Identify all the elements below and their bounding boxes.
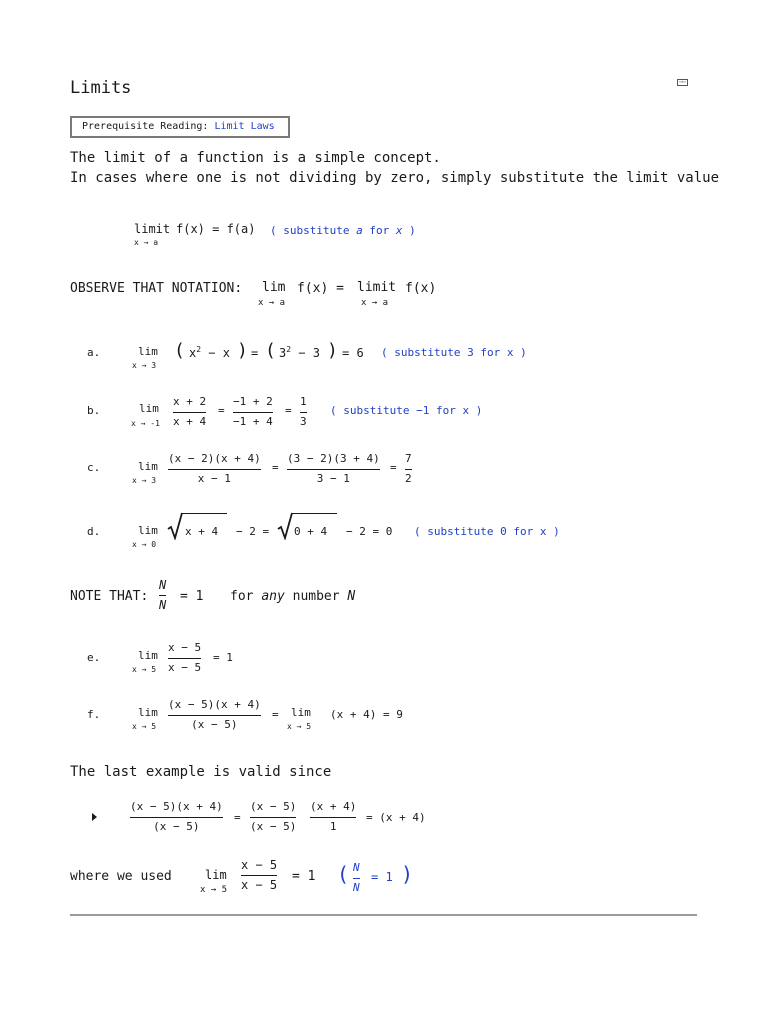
example-e-sub: x → 5 (132, 665, 157, 674)
example-a-rparen-2: ) (327, 340, 338, 361)
book-icon[interactable]: ▭▭ (677, 79, 688, 86)
def-expr: f(x) = f(a) (176, 222, 256, 236)
observe-lim1: lim (262, 280, 286, 295)
prerequisite-box (70, 116, 290, 138)
example-d-sub: x → 0 (132, 540, 157, 549)
example-f-sub-2: x → 5 (287, 722, 312, 731)
note-that-frac: N N (159, 578, 167, 612)
expand-triangle-icon[interactable] (92, 813, 97, 821)
intro-line-1: The limit of a function is a simple concept. (70, 150, 441, 166)
example-a-rparen-1: ) (237, 340, 248, 361)
example-e-frac: x − 5 x − 5 (168, 641, 202, 674)
example-b-frac-2: −1 + 2 −1 + 4 (233, 395, 273, 428)
example-b-sub: x → -1 (131, 419, 160, 428)
example-c-label: c. (87, 461, 101, 474)
example-d-note: ( substitute 0 for x ) (414, 525, 560, 538)
observe-expr1: f(x) = (297, 281, 344, 296)
example-f-frac: (x − 5)(x + 4) (x − 5) (168, 698, 261, 731)
note-that-text: for any number N (230, 589, 356, 604)
def-lim: limit (134, 222, 171, 236)
last-example-text: The last example is valid since (70, 764, 332, 780)
example-e-result: = 1 (213, 651, 233, 664)
example-a-lim: lim (138, 345, 158, 358)
example-f-label: f. (87, 708, 101, 721)
example-c-eq-2: = (390, 461, 397, 474)
example-f-eq: = (272, 708, 279, 721)
example-b-frac-1: x + 2 x + 4 (173, 395, 207, 428)
last-eq-1: = (234, 811, 241, 824)
bottom-divider (70, 914, 697, 916)
last-frac-3: (x + 4) 1 (310, 800, 357, 833)
example-f-lim-2: lim (291, 706, 311, 719)
example-a-term-2: $3^2 - 3$ (279, 345, 320, 360)
example-c-sub: x → 3 (132, 476, 157, 485)
example-c-frac-2: (3 − 2)(3 + 4) 3 − 1 (287, 452, 380, 485)
example-e-lim: lim (138, 649, 158, 662)
where-n-eq: = 1 (371, 870, 393, 884)
def-sub: x → a (134, 238, 159, 247)
example-d-tail-1: − 2 = (236, 525, 270, 538)
observe-sub2: x → a (361, 298, 389, 308)
last-frac-1: (x − 5)(x + 4) (x − 5) (130, 800, 223, 833)
example-a-note: ( substitute 3 for x ) (381, 346, 527, 359)
observe-lim2: limit (357, 280, 397, 295)
where-rparen: ) (401, 862, 414, 886)
example-a-eq: = (251, 346, 259, 360)
example-d-tail-2: − 2 = 0 (346, 525, 393, 538)
example-d-radical-1-bar (181, 513, 227, 514)
def-note: ( substitute a for x ) (270, 224, 416, 237)
example-c-lim: lim (138, 460, 158, 473)
example-b-lim: lim (139, 402, 159, 415)
example-b-note: ( substitute −1 for x ) (330, 404, 483, 417)
example-d-radicand-1: x + 4 (185, 525, 219, 538)
limit-laws-link[interactable]: Limit Laws (214, 121, 275, 132)
where-eq: = 1 (292, 869, 316, 884)
where-n-frac: N N (353, 861, 360, 894)
example-b-frac-3: 1 3 (300, 395, 307, 428)
where-frac: x − 5 x − 5 (241, 858, 278, 892)
example-a-result: = 6 (342, 346, 364, 360)
example-a-lparen-2: ( (265, 340, 276, 361)
last-frac-2: (x − 5) (x − 5) (250, 800, 297, 833)
example-c-frac-3: 7 2 (405, 452, 412, 485)
observe-sub1: x → a (258, 298, 286, 308)
example-a-lparen-1: ( (174, 340, 185, 361)
example-b-label: b. (87, 404, 101, 417)
observe-expr2: f(x) (405, 281, 437, 296)
example-b-eq-2: = (285, 404, 292, 417)
example-d-radical-2-icon (277, 512, 293, 540)
where-lim: lim (205, 868, 227, 882)
example-f-lim: lim (138, 706, 158, 719)
note-that-label: NOTE THAT: (70, 589, 149, 604)
prerequisite-label: Prerequisite Reading: (82, 121, 209, 132)
example-d-radical-1-icon (167, 512, 183, 540)
example-a-sub: x → 3 (132, 361, 157, 370)
example-b-eq-1: = (218, 404, 225, 417)
example-d-lim: lim (138, 524, 158, 537)
last-result: = (x + 4) (366, 811, 426, 824)
example-a-term-1: $x^2 - x$ (189, 345, 230, 360)
intro-line-2: In cases where one is not dividing by zero, simply substitute the limit value (70, 170, 720, 186)
note-that-eq: = 1 (180, 589, 204, 604)
example-c-frac-1: (x − 2)(x + 4) x − 1 (168, 452, 261, 485)
example-d-label: d. (87, 525, 101, 538)
example-d-radical-2-bar (291, 513, 337, 514)
example-d-radicand-2: 0 + 4 (294, 525, 328, 538)
example-a-label: a. (87, 346, 101, 359)
example-e-label: e. (87, 651, 101, 664)
observe-label: OBSERVE THAT NOTATION: (70, 281, 243, 296)
example-f-result: (x + 4) = 9 (330, 708, 403, 721)
where-text: where we used (70, 869, 172, 884)
example-c-eq-1: = (272, 461, 279, 474)
where-sub: x → 5 (200, 885, 228, 895)
where-lparen: ( (337, 862, 350, 886)
page-title: Limits (70, 78, 132, 98)
example-f-sub: x → 5 (132, 722, 157, 731)
